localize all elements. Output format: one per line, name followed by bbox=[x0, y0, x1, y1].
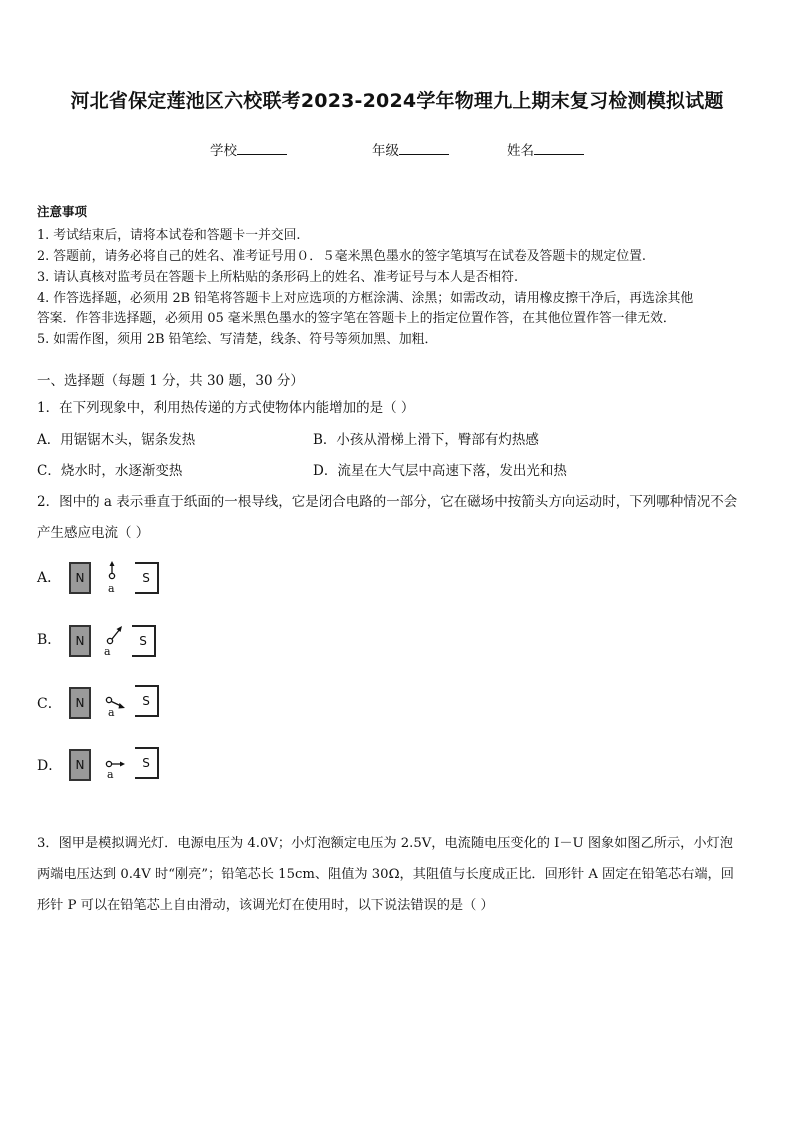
q2-stem-line2: 产生感应电流（ ） bbox=[37, 525, 150, 541]
q2-option-b-label: B． bbox=[37, 632, 62, 648]
q1-option-c: C．烧水时，水逐渐变热 bbox=[37, 463, 183, 479]
wire-label: a bbox=[108, 706, 115, 719]
q3-line2: 两端电压达到 0.4V 时“刚亮”；铅笔芯长 15cm、阻值为 30Ω，其阻值与长度成正比．回形针 A 固定在铅笔芯右端，回 bbox=[37, 867, 734, 882]
north-pole: N bbox=[69, 687, 91, 719]
notice-item: 答案．作答非选择题，必须用 05 毫米黑色墨水的签字笔在答题卡上的指定位置作答，在其他位置作答一律无效． bbox=[37, 311, 676, 326]
school-field bbox=[210, 139, 287, 159]
grade-label: 年级 bbox=[372, 143, 399, 159]
grade-field bbox=[372, 139, 449, 159]
notice-item: 1. 考试结束后，请将本试卷和答题卡一并交回. bbox=[37, 228, 301, 243]
wire-label: a bbox=[108, 582, 115, 595]
q2-option-c-label: C． bbox=[37, 696, 62, 712]
north-pole: N bbox=[69, 749, 91, 781]
q2-figure-b bbox=[66, 621, 166, 665]
name-label: 姓名 bbox=[507, 143, 534, 159]
notice-item: 4. 作答选择题，必须用 2B 铅笔将答题卡上对应选项的方框涂满、涂黑；如需改动，请用橡皮擦干净后，再选涂其他 bbox=[37, 291, 694, 306]
notice-heading: 注意事项 bbox=[37, 204, 88, 219]
q2-figure-a bbox=[66, 560, 166, 604]
exam-title: 河北省保定莲池区六校联考2023-2024学年物理九上期末复习检测模拟试题 bbox=[70, 90, 724, 112]
school-label: 学校 bbox=[210, 143, 237, 159]
notice-item: 3. 请认真核对监考员在答题卡上所粘贴的条形码上的姓名、准考证号与本人是否相符. bbox=[37, 270, 519, 285]
south-pole: S bbox=[132, 625, 156, 657]
wire-down-right-arrow-icon bbox=[100, 684, 140, 728]
wire-up-arrow-icon bbox=[100, 560, 140, 604]
south-pole: S bbox=[135, 562, 159, 594]
q1-option-d: D．流星在大气层中高速下落，发出光和热 bbox=[313, 463, 567, 479]
north-pole: N bbox=[69, 562, 91, 594]
section-heading: 一、选择题（每题 1 分，共 30 题，30 分） bbox=[37, 373, 304, 389]
notice-item: 5. 如需作图，须用 2B 铅笔绘、写清楚，线条、符号等须加黑、加粗． bbox=[37, 332, 438, 347]
q2-option-a-label: A． bbox=[37, 570, 62, 586]
school-blank bbox=[237, 140, 287, 155]
name-blank bbox=[534, 140, 584, 155]
q2-option-d-label: D． bbox=[37, 758, 63, 774]
notice-item: 2. 答题前，请务必将自己的姓名、准考证号用０．５毫米黑色墨水的签字笔填写在试卷及答题卡的规定位置. bbox=[37, 249, 647, 264]
q3-line1: 3．图甲是模拟调光灯．电源电压为 4.0V；小灯泡额定电压为 2.5V，电流随电压变化的 I－U 图象如图乙所示，小灯泡 bbox=[37, 836, 733, 851]
south-pole: S bbox=[135, 747, 159, 779]
q2-figure-c bbox=[66, 684, 166, 728]
south-pole: S bbox=[135, 685, 159, 717]
wire-label: a bbox=[104, 645, 111, 658]
wire-label: a bbox=[107, 768, 114, 781]
q1-option-a: A．用锯锯木头，锯条发热 bbox=[37, 432, 196, 448]
q3-line3: 形针 P 可以在铅笔芯上自由滑动，该调光灯在使用时，以下说法错误的是（ ） bbox=[37, 898, 494, 913]
name-field bbox=[507, 139, 584, 159]
grade-blank bbox=[399, 140, 449, 155]
wire-right-arrow-icon bbox=[100, 746, 140, 790]
q1-option-b: B．小孩从滑梯上滑下，臀部有灼热感 bbox=[313, 432, 539, 448]
q1-stem: 1．在下列现象中，利用热传递的方式使物体内能增加的是（ ） bbox=[37, 400, 415, 416]
q2-stem-line1: 2．图中的 a 表示垂直于纸面的一根导线，它是闭合电路的一部分，它在磁场中按箭头方向运动时，下列哪种情况不会 bbox=[37, 494, 738, 510]
north-pole: N bbox=[69, 625, 91, 657]
q2-figure-d bbox=[66, 746, 166, 790]
